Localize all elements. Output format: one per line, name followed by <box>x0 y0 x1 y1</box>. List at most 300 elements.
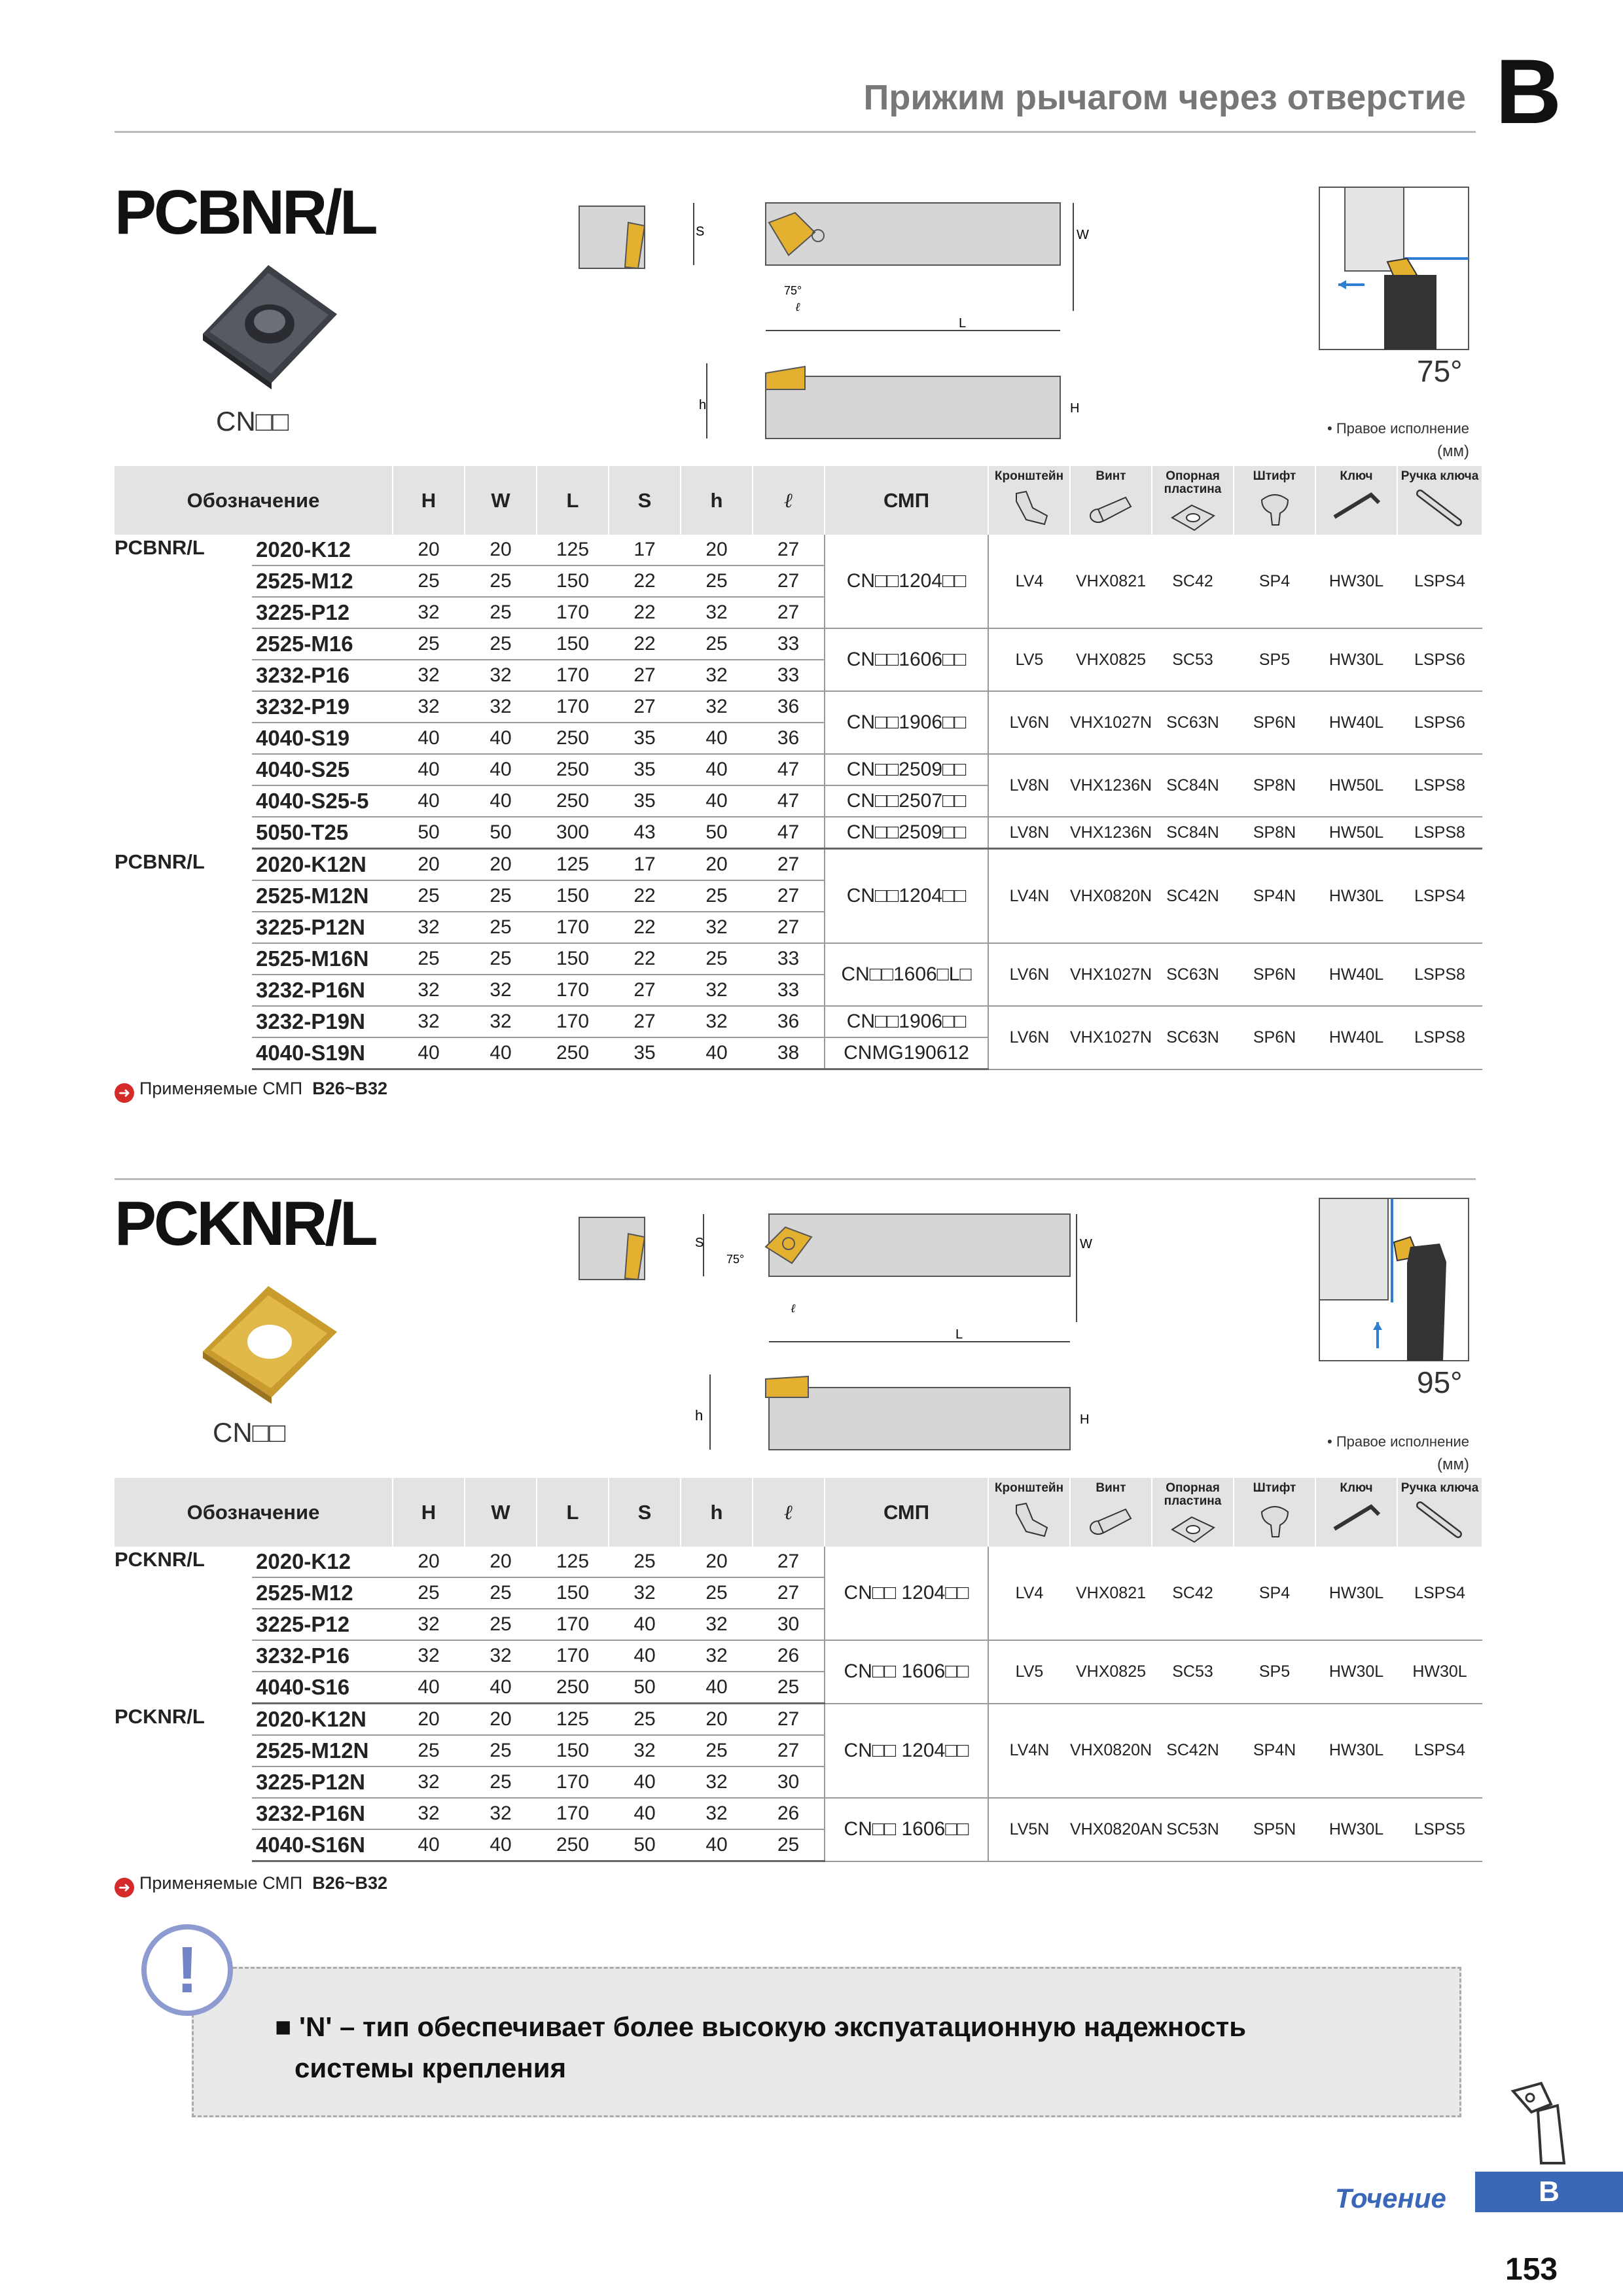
key-code-cell: HW40L <box>1315 1006 1397 1069</box>
notice-line-2: системы крепления <box>294 2053 567 2083</box>
designation-cell: 2020-K12N <box>252 849 393 881</box>
designation-cell: 3232-P16 <box>252 1640 393 1672</box>
bracket-code-cell: LV5 <box>988 628 1070 691</box>
section-rule <box>115 1178 1476 1180</box>
dim-cell-W: 25 <box>465 565 537 597</box>
insert-label-cn-2: CN□□ <box>213 1417 286 1448</box>
dim-cell-L: 125 <box>537 535 609 565</box>
dim-cell-h: 32 <box>681 1798 753 1829</box>
dim-cell-h: 50 <box>681 817 753 849</box>
table-row <box>115 1798 1482 1829</box>
dim-cell-H: 25 <box>393 943 465 975</box>
dim-cell-S: 40 <box>609 1767 681 1798</box>
dim-cell-l: 36 <box>753 691 825 723</box>
dim-cell-W: 32 <box>465 1006 537 1037</box>
dim-cell-h: 32 <box>681 1640 753 1672</box>
header-rule <box>115 131 1476 133</box>
dim-cell-L: 250 <box>537 1672 609 1704</box>
dim-cell-L: 250 <box>537 723 609 754</box>
designation-cell: 4040-S16N <box>252 1829 393 1861</box>
dim-cell-S: 50 <box>609 1829 681 1861</box>
dim-cell-l: 36 <box>753 1006 825 1037</box>
designation-cell: 2525-M12 <box>252 565 393 597</box>
col-h: h <box>681 466 753 535</box>
dim-l: ℓ <box>795 300 800 314</box>
table-row <box>115 943 1482 975</box>
col-screw-label: Винт <box>1096 1481 1126 1495</box>
section-title-pcknr: PCKNR/L <box>115 1189 376 1259</box>
footer-section-label: Точение <box>1335 2183 1446 2214</box>
designation-cell: 3232-P16N <box>252 1798 393 1829</box>
insert-code-cell: CN□□1606□□ <box>825 628 988 691</box>
insert-code-cell: CN□□1204□□ <box>825 535 988 628</box>
pin-code-cell: SP5 <box>1234 1640 1315 1704</box>
shim-icon <box>1167 501 1219 534</box>
col-handle <box>1397 466 1482 535</box>
dim-cell-h: 25 <box>681 1577 753 1609</box>
dim-cell-W: 32 <box>465 1798 537 1829</box>
dim-cell-H: 32 <box>393 912 465 943</box>
dim-cell-S: 27 <box>609 691 681 723</box>
col-bracket-label: Кронштейн <box>994 1481 1064 1495</box>
dim-cell-L: 170 <box>537 1609 609 1640</box>
dim-cell-L: 300 <box>537 817 609 849</box>
dim-cell-S: 35 <box>609 723 681 754</box>
dim-cell-H: 25 <box>393 628 465 660</box>
col-pin-label: Штифт <box>1253 1481 1296 1495</box>
bracket-code-cell: LV4 <box>988 535 1070 628</box>
dim-cell-h: 40 <box>681 754 753 785</box>
shim-code-cell: SC84N <box>1152 754 1234 817</box>
dim-cell-l: 27 <box>753 880 825 912</box>
insert-code-cell: CN□□ 1204□□ <box>825 1704 988 1799</box>
dim-cell-l: 27 <box>753 597 825 628</box>
dim-cell-H: 50 <box>393 817 465 849</box>
approach-angle-75: 75° <box>1417 354 1463 388</box>
dim-cell-W: 40 <box>465 1037 537 1069</box>
dim-cell-H: 25 <box>393 565 465 597</box>
dim-cell-S: 32 <box>609 1577 681 1609</box>
key-code-cell: HW30L <box>1315 849 1397 944</box>
insert-code-cell: CN□□2509□□ <box>825 754 988 785</box>
col-smp-2: СМП <box>825 1478 988 1547</box>
insert-code-cell: CNMG190612 <box>825 1037 988 1069</box>
dim-cell-l: 36 <box>753 723 825 754</box>
col-screw-label: Винт <box>1096 469 1126 483</box>
bracket-code-cell: LV5 <box>988 1640 1070 1704</box>
dim-cell-W: 20 <box>465 1547 537 1577</box>
series-name: PCKNR/L <box>115 1704 205 1728</box>
dim-cell-L: 250 <box>537 785 609 817</box>
handle-code-cell: LSPS4 <box>1397 1547 1482 1640</box>
dim-cell-h: 32 <box>681 1767 753 1798</box>
dim-cell-h: 40 <box>681 1672 753 1704</box>
pin-icon <box>1255 488 1294 528</box>
dim-angle: 75° <box>784 284 802 297</box>
key-code-cell: HW30L <box>1315 628 1397 691</box>
key-code-cell: HW40L <box>1315 691 1397 754</box>
applicable-label: Применяемые СМП <box>139 1079 303 1098</box>
dim-cell-W: 25 <box>465 912 537 943</box>
dim-cell-W: 25 <box>465 597 537 628</box>
designation-cell: 2525-M12N <box>252 1735 393 1767</box>
dim-cell-L: 170 <box>537 975 609 1006</box>
dim-cell-L: 170 <box>537 1006 609 1037</box>
applicable-ref[interactable]: B26~B32 <box>312 1079 388 1098</box>
dim-cell-h: 32 <box>681 1006 753 1037</box>
dim-cell-l: 33 <box>753 975 825 1006</box>
insert-code-cell: CN□□ 1204□□ <box>825 1547 988 1640</box>
key-code-cell: HW30L <box>1315 1547 1397 1640</box>
screw-code-cell: VHX1236N <box>1070 817 1152 849</box>
col-pin-label: Штифт <box>1253 469 1296 483</box>
dim-cell-h: 25 <box>681 1735 753 1767</box>
dim-cell-H: 20 <box>393 1547 465 1577</box>
table-row <box>115 1704 1482 1736</box>
designation-cell: 2525-M12N <box>252 880 393 912</box>
dim-cell-l: 33 <box>753 660 825 691</box>
dim-cell-W: 40 <box>465 754 537 785</box>
dim-cell-L: 250 <box>537 754 609 785</box>
col-shim-2 <box>1152 1478 1234 1547</box>
applicable-label: Применяемые СМП <box>139 1873 303 1893</box>
dim-cell-H: 40 <box>393 723 465 754</box>
table-row <box>115 817 1482 849</box>
col-smp: СМП <box>825 466 988 535</box>
pin-code-cell: SP4 <box>1234 535 1315 628</box>
dim-cell-S: 25 <box>609 1704 681 1736</box>
dim-cell-L: 150 <box>537 943 609 975</box>
screw-code-cell: VHX0821 <box>1070 535 1152 628</box>
designation-cell: 2525-M12 <box>252 1577 393 1609</box>
dim-cell-h: 40 <box>681 785 753 817</box>
approach-angle-95: 95° <box>1417 1365 1463 1399</box>
dim-cell-S: 27 <box>609 660 681 691</box>
screw-code-cell: VHX0821 <box>1070 1547 1152 1640</box>
dim-cell-S: 35 <box>609 754 681 785</box>
designation-cell: 2525-M16 <box>252 628 393 660</box>
key-code-cell: HW30L <box>1315 535 1397 628</box>
screw-code-cell: VHX0820N <box>1070 1704 1152 1799</box>
key-code-cell: HW50L <box>1315 754 1397 817</box>
dim-cell-h: 20 <box>681 1704 753 1736</box>
bracket-code-cell: LV8N <box>988 817 1070 849</box>
insert-code-cell: CN□□2509□□ <box>825 817 988 849</box>
dim-cell-l: 26 <box>753 1640 825 1672</box>
hex-key-icon <box>1330 488 1383 521</box>
pin-code-cell: SP4N <box>1234 849 1315 944</box>
key-code-cell: HW30L <box>1315 1798 1397 1861</box>
pin-code-cell: SP4 <box>1234 1547 1315 1640</box>
dim-cell-H: 32 <box>393 1640 465 1672</box>
dim-cell-W: 25 <box>465 1735 537 1767</box>
dim-cell-L: 150 <box>537 880 609 912</box>
screw-code-cell: VHX1027N <box>1070 691 1152 754</box>
dim-cell-H: 40 <box>393 1037 465 1069</box>
dim-cell-H: 25 <box>393 1577 465 1609</box>
col-W-2: W <box>465 1478 537 1547</box>
insert-code-cell: CN□□2507□□ <box>825 785 988 817</box>
screw-code-cell: VHX1236N <box>1070 754 1152 817</box>
dim-angle-2: 75° <box>726 1253 745 1266</box>
dim-cell-H: 32 <box>393 691 465 723</box>
key-code-cell: HW40L <box>1315 943 1397 1006</box>
dim-cell-L: 170 <box>537 1767 609 1798</box>
dim-cell-l: 38 <box>753 1037 825 1069</box>
bracket-icon <box>1007 488 1052 528</box>
col-L: L <box>537 466 609 535</box>
dim-cell-l: 27 <box>753 535 825 565</box>
holder-drawing-pcknr <box>576 1208 1257 1456</box>
key-handle-icon <box>1414 488 1466 528</box>
col-W: W <box>465 466 537 535</box>
dim-cell-h: 32 <box>681 597 753 628</box>
table-row <box>115 691 1482 723</box>
designation-cell: 3225-P12N <box>252 1767 393 1798</box>
spec-table-pcknr <box>115 1478 1483 1862</box>
exclamation-icon: ! <box>141 1924 233 2016</box>
screw-code-cell: VHX0825 <box>1070 1640 1152 1704</box>
table-row <box>115 754 1482 785</box>
dim-cell-L: 125 <box>537 849 609 881</box>
dim-h: h <box>699 398 707 412</box>
handle-code-cell: LSPS6 <box>1397 691 1482 754</box>
designation-cell: 3225-P12 <box>252 1609 393 1640</box>
applicable-inserts-note-1 <box>115 1079 387 1103</box>
series-name: PCBNR/L <box>115 850 205 873</box>
dim-cell-L: 150 <box>537 565 609 597</box>
dim-cell-W: 25 <box>465 628 537 660</box>
dim-w-2: W <box>1080 1237 1092 1251</box>
insert-label-cn: CN□□ <box>216 406 289 437</box>
dim-cell-S: 35 <box>609 785 681 817</box>
pin-code-cell: SP8N <box>1234 817 1315 849</box>
col-H: H <box>393 466 465 535</box>
pin-code-cell: SP6N <box>1234 1006 1315 1069</box>
dim-cell-W: 25 <box>465 943 537 975</box>
insert-code-cell: CN□□1906□□ <box>825 691 988 754</box>
dim-cell-L: 170 <box>537 660 609 691</box>
pin-code-cell: SP6N <box>1234 691 1315 754</box>
bracket-code-cell: LV6N <box>988 943 1070 1006</box>
dim-cell-S: 22 <box>609 943 681 975</box>
applicable-ref[interactable]: B26~B32 <box>312 1873 388 1893</box>
dim-cell-L: 125 <box>537 1547 609 1577</box>
col-S: S <box>609 466 681 535</box>
handle-code-cell: HW30L <box>1397 1640 1482 1704</box>
cutting-direction-icon-75 <box>1319 187 1469 350</box>
dim-cell-l: 27 <box>753 1735 825 1767</box>
col-pin-2 <box>1234 1478 1315 1547</box>
dim-cell-l: 27 <box>753 849 825 881</box>
shim-code-cell: SC42N <box>1152 1704 1234 1799</box>
pin-code-cell: SP4N <box>1234 1704 1315 1799</box>
shim-code-cell: SC53N <box>1152 1798 1234 1861</box>
table-row <box>115 849 1482 881</box>
dim-cell-W: 32 <box>465 1640 537 1672</box>
screw-icon <box>1085 488 1137 528</box>
dim-cell-S: 43 <box>609 817 681 849</box>
dim-cell-H: 20 <box>393 1704 465 1736</box>
dim-cell-H: 40 <box>393 1829 465 1861</box>
dim-cell-H: 20 <box>393 849 465 881</box>
dim-H-2: H <box>1080 1412 1090 1427</box>
section-title-pcbnr: PCBNR/L <box>115 177 376 247</box>
bracket-code-cell: LV8N <box>988 754 1070 817</box>
dim-cell-L: 170 <box>537 691 609 723</box>
dim-cell-h: 40 <box>681 1829 753 1861</box>
bracket-code-cell: LV6N <box>988 1006 1070 1069</box>
handle-code-cell: LSPS4 <box>1397 535 1482 628</box>
col-bracket-label: Кронштейн <box>994 469 1064 483</box>
designation-cell: 4040-S16 <box>252 1672 393 1704</box>
dim-cell-h: 20 <box>681 1547 753 1577</box>
designation-cell: 3232-P16 <box>252 660 393 691</box>
dim-cell-H: 20 <box>393 535 465 565</box>
dim-cell-h: 20 <box>681 535 753 565</box>
col-shim <box>1152 466 1234 535</box>
bracket-code-cell: LV4N <box>988 849 1070 944</box>
dim-cell-L: 250 <box>537 1829 609 1861</box>
shim-code-cell: SC53 <box>1152 628 1234 691</box>
dim-cell-S: 27 <box>609 975 681 1006</box>
col-key <box>1315 466 1397 535</box>
col-key-label: Ключ <box>1340 469 1373 483</box>
hand-note-2: • Правое исполнение <box>1327 1433 1469 1450</box>
dim-cell-L: 170 <box>537 912 609 943</box>
shim-code-cell: SC63N <box>1152 943 1234 1006</box>
dim-cell-H: 32 <box>393 975 465 1006</box>
col-bracket <box>988 466 1070 535</box>
designation-cell: 3232-P19 <box>252 691 393 723</box>
table-row <box>115 1006 1482 1037</box>
col-S-2: S <box>609 1478 681 1547</box>
dim-cell-h: 32 <box>681 975 753 1006</box>
dim-cell-h: 25 <box>681 943 753 975</box>
screw-code-cell: VHX1027N <box>1070 943 1152 1006</box>
arrow-right-icon: ➜ <box>115 1083 134 1103</box>
screw-icon <box>1085 1500 1137 1539</box>
dim-cell-S: 25 <box>609 1547 681 1577</box>
dim-w: W <box>1077 228 1089 242</box>
designation-cell: 4040-S25-5 <box>252 785 393 817</box>
unit-note: (мм) <box>1437 442 1469 460</box>
col-key-label: Ключ <box>1340 1481 1373 1495</box>
col-bracket-2 <box>988 1478 1070 1547</box>
shim-code-cell: SC84N <box>1152 817 1234 849</box>
dim-cell-W: 40 <box>465 723 537 754</box>
footer-section-tab[interactable]: B <box>1475 2172 1623 2212</box>
applicable-inserts-note-2 <box>115 1873 387 1897</box>
dim-H: H <box>1070 401 1080 416</box>
col-screw <box>1070 466 1152 535</box>
dim-cell-H: 32 <box>393 1006 465 1037</box>
dim-cell-W: 25 <box>465 1609 537 1640</box>
insert-image-dark <box>190 259 347 389</box>
designation-cell: 3232-P16N <box>252 975 393 1006</box>
dim-cell-h: 20 <box>681 849 753 881</box>
col-shim-label: Опорная пластина <box>1164 469 1222 496</box>
insert-code-cell: CN□□1204□□ <box>825 849 988 944</box>
key-code-cell: HW30L <box>1315 1640 1397 1704</box>
dim-L-2: L <box>955 1327 963 1342</box>
dim-cell-S: 17 <box>609 849 681 881</box>
bracket-code-cell: LV6N <box>988 691 1070 754</box>
dim-cell-l: 27 <box>753 1547 825 1577</box>
col-handle-label: Ручка ключа <box>1400 1481 1479 1495</box>
dim-cell-l: 27 <box>753 912 825 943</box>
pin-code-cell: SP6N <box>1234 943 1315 1006</box>
bracket-code-cell: LV4N <box>988 1704 1070 1799</box>
col-handle-label: Ручка ключа <box>1400 469 1479 483</box>
col-key-2 <box>1315 1478 1397 1547</box>
handle-code-cell: LSPS6 <box>1397 628 1482 691</box>
table-row <box>115 535 1482 565</box>
dim-cell-l: 47 <box>753 785 825 817</box>
shim-code-cell: SC63N <box>1152 691 1234 754</box>
dim-cell-W: 40 <box>465 1829 537 1861</box>
dim-cell-h: 32 <box>681 660 753 691</box>
col-l: ℓ <box>753 466 825 535</box>
dim-cell-H: 40 <box>393 1672 465 1704</box>
screw-code-cell: VHX0820AN <box>1070 1798 1152 1861</box>
dim-cell-l: 27 <box>753 565 825 597</box>
dim-l-2: ℓ <box>791 1302 796 1315</box>
dim-cell-H: 32 <box>393 1609 465 1640</box>
col-H-2: H <box>393 1478 465 1547</box>
dim-cell-W: 40 <box>465 1672 537 1704</box>
dim-cell-h: 40 <box>681 1037 753 1069</box>
dim-L: L <box>959 316 967 331</box>
dim-cell-l: 30 <box>753 1767 825 1798</box>
dim-cell-H: 40 <box>393 754 465 785</box>
handle-code-cell: LSPS4 <box>1397 849 1482 944</box>
dim-cell-H: 40 <box>393 785 465 817</box>
dim-cell-h: 32 <box>681 912 753 943</box>
arrow-right-icon: ➜ <box>115 1878 134 1897</box>
shim-code-cell: SC53 <box>1152 1640 1234 1704</box>
dim-cell-S: 40 <box>609 1798 681 1829</box>
handle-code-cell: LSPS5 <box>1397 1798 1482 1861</box>
dim-cell-H: 25 <box>393 1735 465 1767</box>
pin-icon <box>1255 1500 1294 1539</box>
dim-cell-h: 32 <box>681 691 753 723</box>
bracket-code-cell: LV4 <box>988 1547 1070 1640</box>
dim-cell-L: 170 <box>537 597 609 628</box>
insert-code-cell: CN□□ 1606□□ <box>825 1798 988 1861</box>
dim-cell-L: 150 <box>537 628 609 660</box>
dim-cell-h: 32 <box>681 1609 753 1640</box>
dim-h-2: h <box>695 1407 704 1424</box>
dim-cell-W: 25 <box>465 1767 537 1798</box>
dim-cell-l: 47 <box>753 754 825 785</box>
dim-cell-h: 25 <box>681 880 753 912</box>
designation-cell: 3225-P12N <box>252 912 393 943</box>
dim-cell-l: 27 <box>753 1704 825 1736</box>
dim-cell-S: 22 <box>609 628 681 660</box>
shim-code-cell: SC42 <box>1152 535 1234 628</box>
series-name: PCKNR/L <box>115 1548 205 1571</box>
dim-cell-L: 125 <box>537 1704 609 1736</box>
col-handle-2 <box>1397 1478 1482 1547</box>
designation-cell: 4040-S25 <box>252 754 393 785</box>
dim-cell-W: 32 <box>465 691 537 723</box>
dim-cell-W: 20 <box>465 849 537 881</box>
designation-cell: 2525-M16N <box>252 943 393 975</box>
insert-code-cell: CN□□1606□L□ <box>825 943 988 1006</box>
bracket-icon <box>1007 1500 1052 1539</box>
handle-code-cell: LSPS8 <box>1397 754 1482 817</box>
